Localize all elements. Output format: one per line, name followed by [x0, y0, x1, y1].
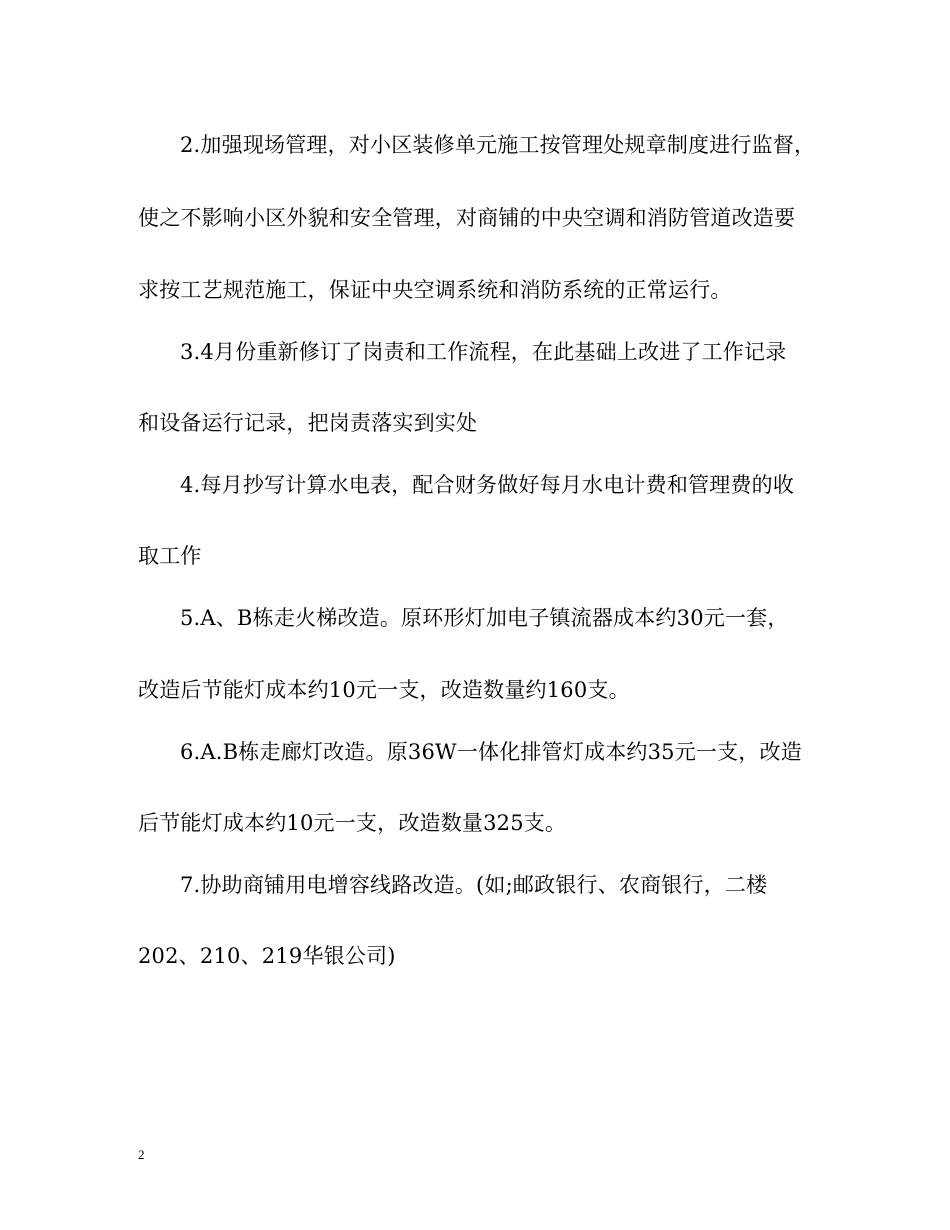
text-line-2: 使之不影响小区外貌和安全管理，对商铺的中央空调和消防管道改造要 — [138, 206, 796, 230]
text-line-4: 3.4月份重新修订了岗责和工作流程，在此基础上改进了工作记录 — [180, 340, 787, 364]
text-line-11: 后节能灯成本约10元一支，改造数量325支。 — [138, 811, 567, 835]
text-line-5: 和设备运行记录，把岗责落实到实处 — [138, 411, 478, 435]
text-line-8: 5.A、B栋走火梯改造。原环形灯加电子镇流器成本约30元一套， — [180, 606, 789, 630]
text-line-12: 7.协助商铺用电增容线路改造。(如;邮政银行、农商银行，二楼 — [180, 873, 768, 897]
text-line-10: 6.A.B栋走廊灯改造。原36W一体化排管灯成本约35元一支，改造 — [180, 740, 802, 764]
text-line-7: 取工作 — [138, 544, 202, 568]
text-line-3: 求按工艺规范施工，保证中央空调系统和消防系统的正常运行。 — [138, 278, 732, 302]
text-line-1: 2.加强现场管理，对小区装修单元施工按管理处规章制度进行监督， — [180, 133, 816, 157]
text-line-9: 改造后节能灯成本约10元一支，改造数量约160支。 — [138, 678, 630, 702]
page-number: 2 — [138, 1147, 145, 1162]
text-line-13: 202、210、219华银公司) — [138, 944, 396, 968]
text-line-6: 4.每月抄写计算水电表，配合财务做好每月水电计费和管理费的收 — [180, 473, 795, 497]
